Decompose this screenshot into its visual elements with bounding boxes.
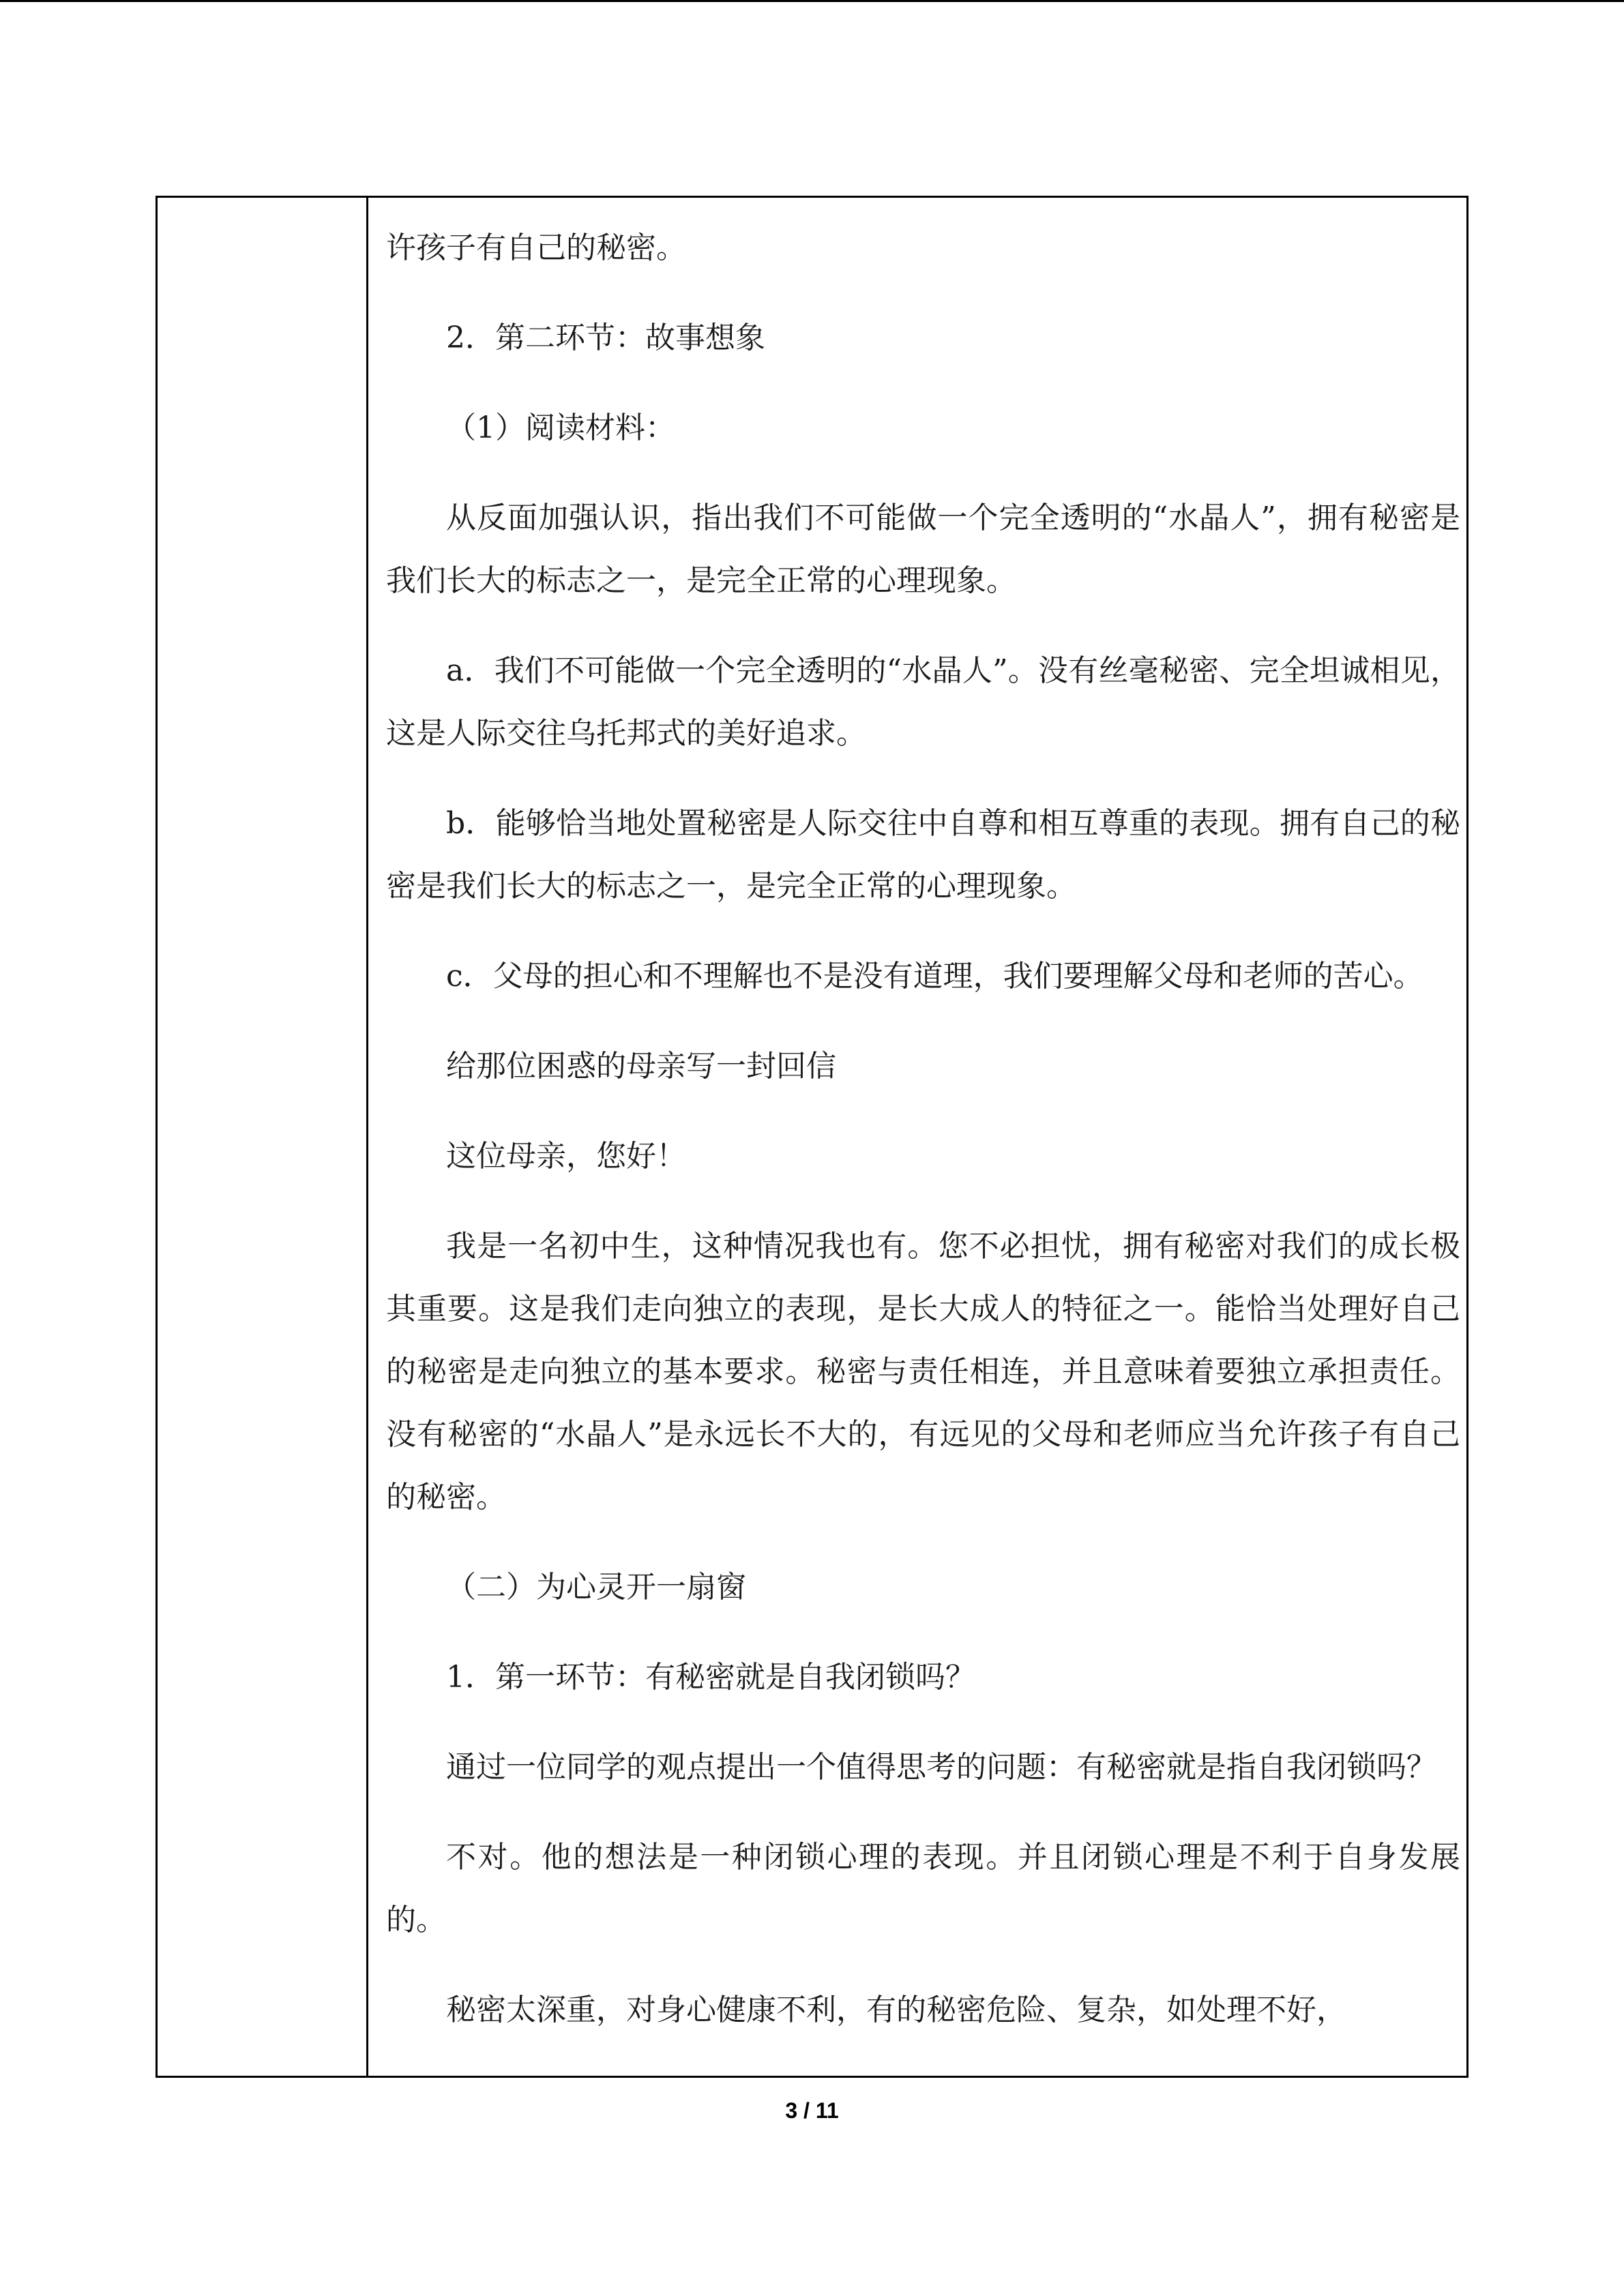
top-border-line: [0, 0, 1624, 2]
paragraph-continuation: 许孩子有自己的秘密。: [386, 230, 686, 265]
section-heading-open-window: （二）为心灵开一扇窗: [446, 1570, 746, 1605]
section-heading-self-closing: 1．第一环节：有秘密就是自我闭锁吗？: [446, 1660, 975, 1695]
list-item-b: b．能够恰当地处置秘密是人际交往中自尊和相互尊重的表现。拥有自己的秘密是我们长大的标志之一，是完全正常的心理现象。: [386, 806, 1460, 904]
subheading-reading-material: （1）阅读材料：: [446, 411, 675, 445]
list-item-c: c．父母的担心和不理解也不是没有道理，我们要理解父母和老师的苦心。: [446, 959, 1423, 994]
list-item-a: a．我们不可能做一个完全透明的“水晶人”。没有丝毫秘密、完全坦诚相见，这是人际交往乌托邦式的美好追求。: [386, 653, 1460, 751]
letter-greeting: 这位母亲，您好！: [446, 1139, 686, 1174]
paragraph-answer: 不对。他的想法是一种闭锁心理的表现。并且闭锁心理是不利于自身发展的。: [386, 1840, 1460, 1937]
paragraph-question: 通过一位同学的观点提出一个值得思考的问题：有秘密就是指自我闭锁吗？: [446, 1750, 1436, 1785]
content-table: [156, 196, 1468, 2078]
page-number: 3 / 11: [785, 2098, 839, 2123]
section-heading-story-imagination: 2．第二环节：故事想象: [446, 320, 765, 355]
letter-task-heading: 给那位困惑的母亲写一封回信: [446, 1049, 836, 1084]
letter-body: 我是一名初中生，这种情况我也有。您不必担忧，拥有秘密对我们的成长极其重要。这是我们走向独立的表现，是长大成人的特征之一。能恰当处理好自己的秘密是走向独立的基本要求。秘密与责任相连，并且意味着要独立承担责任。没有秘密的“水晶人”是永远长不大的，有远见的父母和老师应当允许孩子有自己的秘密。: [386, 1229, 1460, 1515]
paragraph-secret-burden: 秘密太深重，对身心健康不利，有的秘密危险、复杂，如处理不好，: [446, 1993, 1346, 2027]
table-left-column: [158, 198, 368, 2076]
table-content-cell: [386, 198, 1460, 2042]
paragraph-crystal-person: 从反面加强认识，指出我们不可能做一个完全透明的“水晶人”，拥有秘密是我们长大的标志之一，是完全正常的心理现象。: [386, 501, 1460, 598]
